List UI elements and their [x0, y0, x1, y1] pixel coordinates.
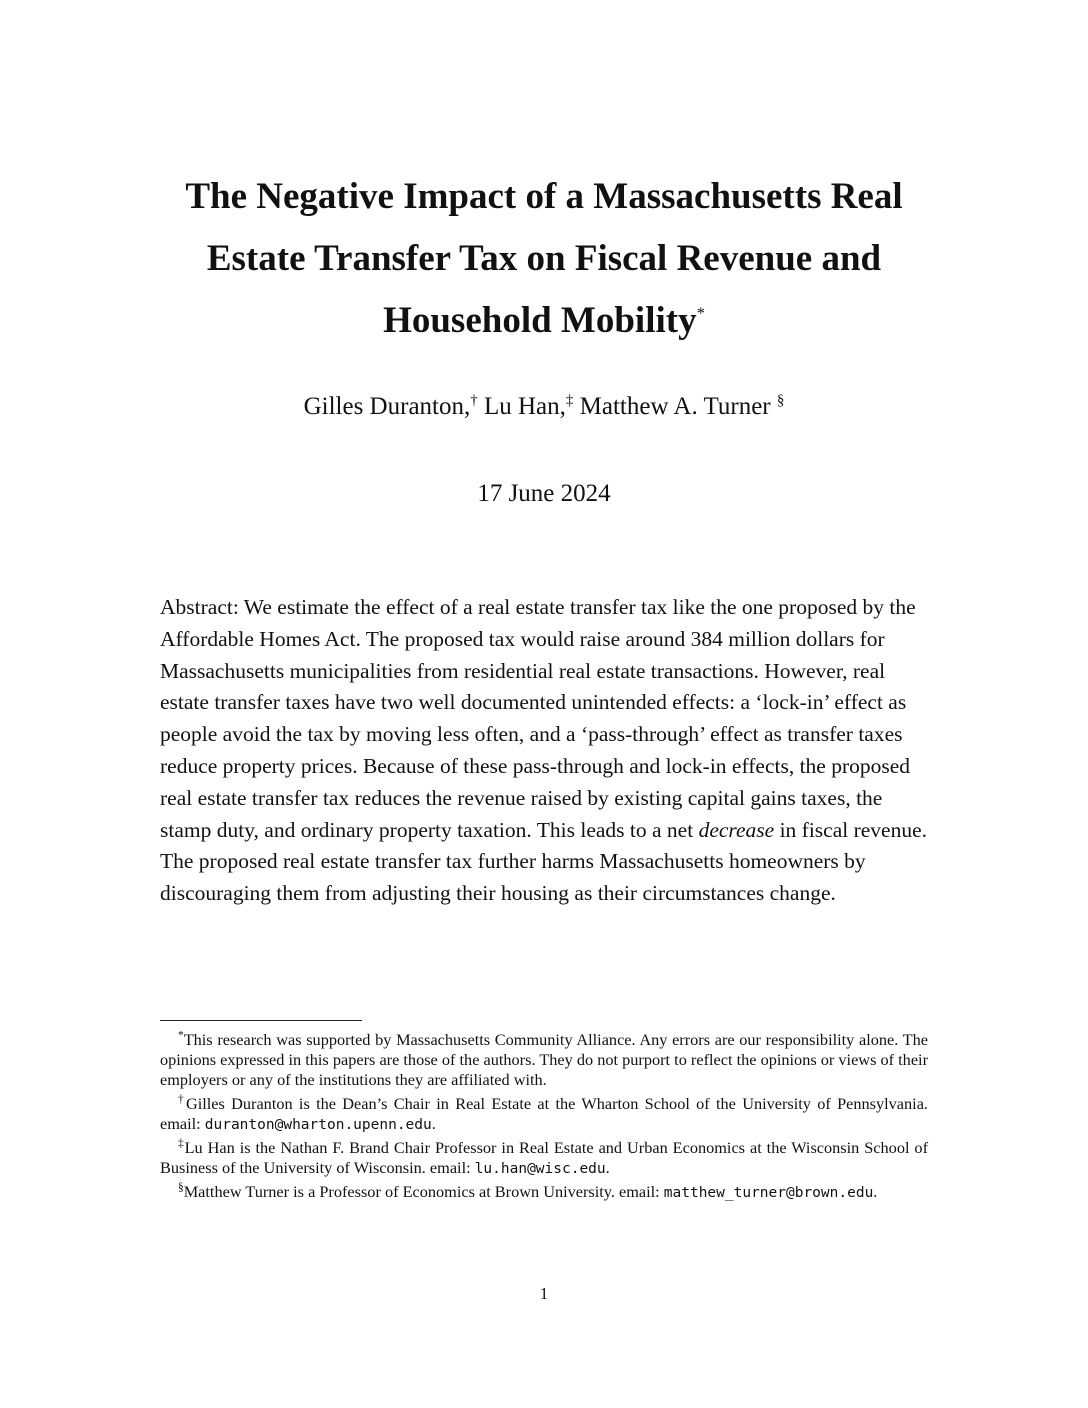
title-line-3: Household Mobility: [383, 300, 697, 341]
abstract: [160, 592, 930, 910]
email-link[interactable]: matthew_turner@brown.edu: [663, 1185, 874, 1202]
author-name: Gilles Duranton,: [303, 393, 471, 420]
author-footnote-mark: †: [470, 392, 478, 409]
author-footnote-mark: ‡: [565, 392, 574, 409]
footnote: [160, 1030, 928, 1091]
footnote: [160, 1094, 928, 1135]
title-footnote-mark: *: [696, 303, 705, 323]
footnote-text: Matthew Turner is a Professor of Economics at Brown University. email:: [183, 1182, 664, 1202]
footnote: [160, 1182, 928, 1203]
author-name: Matthew A. Turner: [579, 393, 771, 420]
footnote-mark: §: [178, 1182, 184, 1194]
footnote-text: This research was supported by Massachusetts Community Alliance. Any errors are our responsibility alone. The opinions expressed in this papers are those of the authors. They do not purport to reflect the opinions or views of their employers or any of the institutions they are affiliated with.: [160, 1030, 928, 1090]
footnote: [160, 1138, 928, 1179]
author-name: Lu Han,: [483, 393, 566, 420]
footnote-mark: *: [178, 1029, 184, 1042]
abstract-text-start: Abstract: We estimate the effect of a real estate transfer tax like the one proposed by the Affordable Homes Act. The proposed tax would raise around 384 million dollars for Massachusetts municipalities from residential real estate transactions. However, real estate transfer taxes have two well documented unintended effects: a ‘lock-in’ effect as people avoid the tax by moving less often, and a ‘pass-through’ effect as transfer taxes reduce property prices. Because of these pass-through and lock-in effects, the proposed real estate transfer tax reduces the revenue raised by existing capital gains taxes, the stamp duty, and ordinary property taxation. This leads to a net: [160, 595, 916, 842]
footnote-end: .: [873, 1182, 878, 1202]
paper-date: 17 June 2024: [477, 480, 611, 507]
abstract-text-end: in fiscal revenue. The proposed real estate transfer tax further harms Massachusetts homeowners by discouraging them from adjusting their housing as their circumstances change.: [160, 817, 928, 906]
footnote-mark: ‡: [178, 1137, 185, 1150]
footnote-rule: [160, 1020, 362, 1021]
email-link[interactable]: duranton@wharton.upenn.edu: [204, 1116, 432, 1133]
page-number: 1: [539, 1284, 549, 1303]
title-line-1: The Negative Impact of a Massachusetts Real: [185, 176, 903, 217]
footnote-end: .: [431, 1113, 436, 1133]
title-line-2: Estate Transfer Tax on Fiscal Revenue and: [206, 238, 882, 279]
footnote-text: Lu Han is the Nathan F. Brand Chair Professor in Real Estate and Urban Economics at the Wisconsin School of Business of the University of Wisconsin. email:: [160, 1138, 928, 1178]
author-list: [140, 388, 948, 426]
abstract-emphasis: decrease: [698, 817, 775, 842]
footnote-end: .: [605, 1158, 610, 1178]
footnotes: [160, 1030, 928, 1207]
footnote-mark: †: [178, 1093, 186, 1106]
author-footnote-mark: §: [776, 392, 785, 409]
email-link[interactable]: lu.han@wisc.edu: [474, 1161, 606, 1178]
paper-title: [140, 166, 948, 352]
footnote-text: Gilles Duranton is the Dean’s Chair in Real Estate at the Wharton School of the University of Pennsylvania. email:: [160, 1093, 928, 1133]
